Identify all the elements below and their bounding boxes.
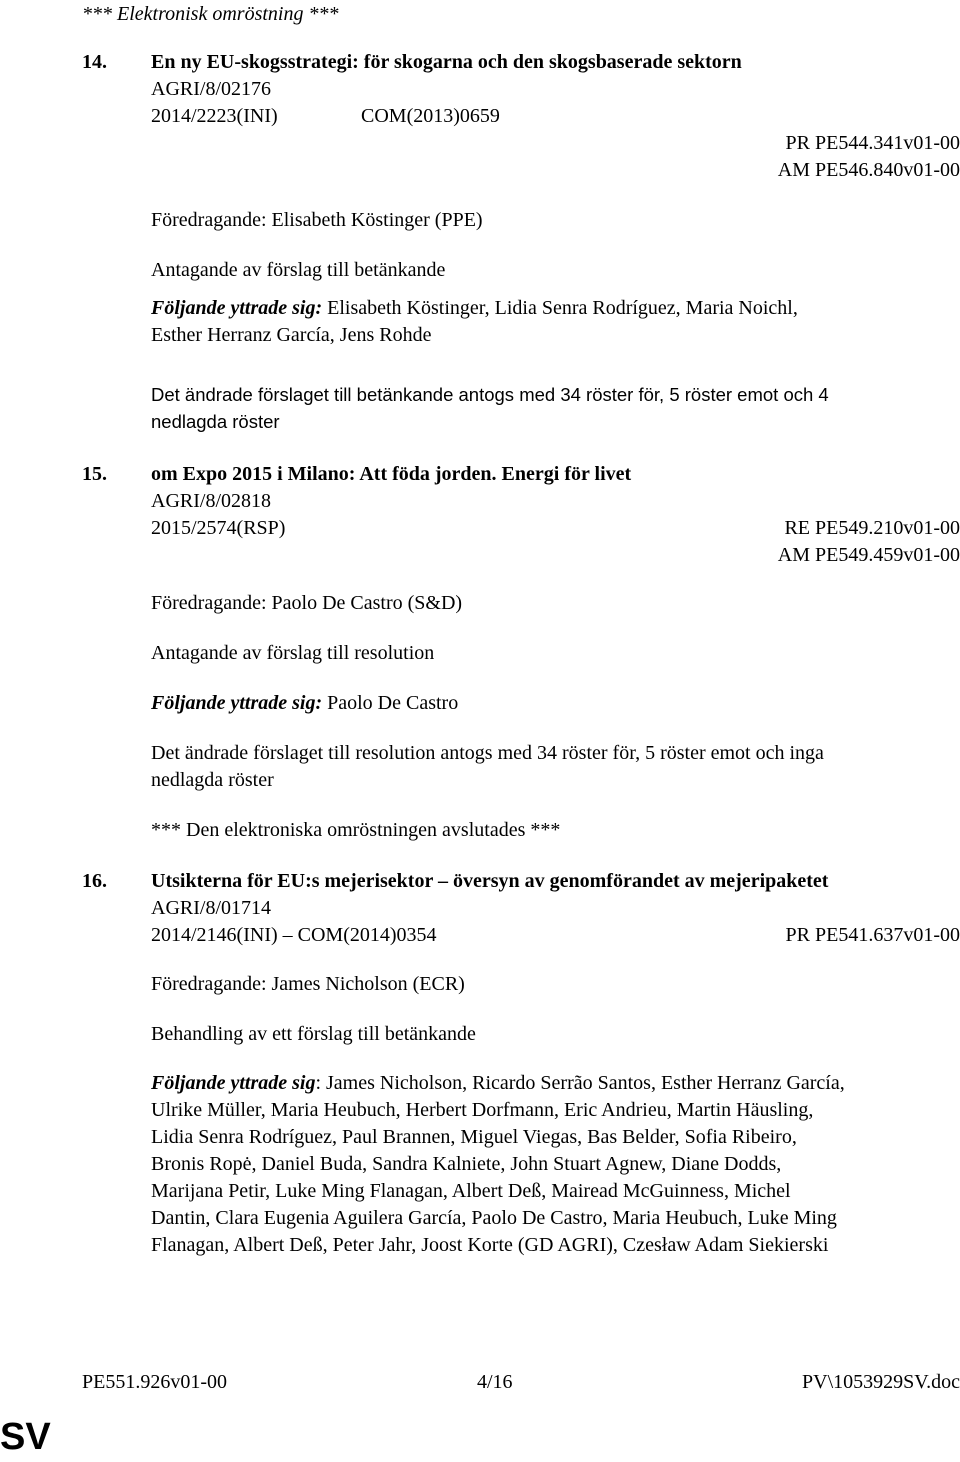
footer-page-number: 4/16 bbox=[477, 1371, 513, 1393]
item-14-speakers bbox=[151, 298, 798, 318]
item-16-committee-ref: AGRI/8/01714 bbox=[151, 897, 271, 919]
item-16-doc-ref-pr: PR PE541.637v01-00 bbox=[785, 924, 960, 946]
item-14-number: 14. bbox=[82, 51, 107, 73]
footer-language-code: SV bbox=[0, 1416, 51, 1458]
item-16-rapporteur: Föredragande: James Nicholson (ECR) bbox=[151, 973, 465, 995]
item-15-rapporteur: Föredragande: Paolo De Castro (S&D) bbox=[151, 592, 463, 614]
item-14-com-ref: COM(2013)0659 bbox=[361, 105, 500, 127]
item-14-doc-ref-pr: PR PE544.341v01-00 bbox=[785, 132, 960, 154]
speakers-names: Paolo De Castro bbox=[327, 692, 459, 714]
item-15-action: Antagande av förslag till resolution bbox=[151, 642, 435, 664]
item-16-speakers-line: Marijana Petir, Luke Ming Flanagan, Albert Deß, Mairead McGuinness, Michel bbox=[151, 1180, 791, 1202]
item-16-action: Behandling av ett förslag till betänkande bbox=[151, 1023, 476, 1045]
item-15-result: Det ändrade förslaget till resolution antogs med 34 röster för, 5 röster emot och inga bbox=[151, 742, 824, 764]
speakers-label: Följande yttrade sig bbox=[151, 1072, 316, 1094]
item-14-committee-ref: AGRI/8/02176 bbox=[151, 78, 271, 100]
item-14-result-cont: nedlagda röster bbox=[151, 411, 280, 432]
electronic-vote-end-banner: *** Den elektroniska omröstningen avslutades *** bbox=[151, 819, 561, 841]
item-15-doc-ref-re: RE PE549.210v01-00 bbox=[784, 517, 960, 539]
item-15-result-cont: nedlagda röster bbox=[151, 769, 274, 791]
item-16-speakers-line: Lidia Senra Rodríguez, Paul Brannen, Miguel Viegas, Bas Belder, Sofia Ribeiro, bbox=[151, 1126, 797, 1148]
item-16-speakers-line: Dantin, Clara Eugenia Aguilera García, Paolo De Castro, Maria Heubuch, Luke Ming bbox=[151, 1207, 837, 1229]
item-14-speakers-cont: Esther Herranz García, Jens Rohde bbox=[151, 324, 432, 346]
item-16-number: 16. bbox=[82, 870, 107, 892]
item-14-doc-ref-am: AM PE546.840v01-00 bbox=[777, 159, 960, 181]
item-16-speakers-line: Bronis Ropė, Daniel Buda, Sandra Kalniete, John Stuart Agnew, Diane Dodds, bbox=[151, 1153, 782, 1175]
item-15-speakers bbox=[151, 693, 458, 713]
speakers-names: : James Nicholson, Ricardo Serrão Santos, Esther Herranz García, bbox=[315, 1072, 845, 1094]
footer-doc-id: PE551.926v01-00 bbox=[82, 1371, 227, 1393]
item-14-action: Antagande av förslag till betänkande bbox=[151, 259, 446, 281]
item-16-procedure-ref: 2014/2146(INI) – COM(2014)0354 bbox=[151, 924, 437, 946]
item-15-number: 15. bbox=[82, 463, 107, 485]
item-14-result: Det ändrade förslaget till betänkande antogs med 34 röster för, 5 röster emot och 4 bbox=[151, 384, 829, 405]
item-16-speakers bbox=[151, 1073, 845, 1093]
item-16-speakers-line: Flanagan, Albert Deß, Peter Jahr, Joost Korte (GD AGRI), Czesław Adam Siekierski bbox=[151, 1234, 829, 1256]
footer-file-name: PV\1053929SV.doc bbox=[802, 1371, 960, 1393]
speakers-label: Följande yttrade sig: bbox=[151, 297, 323, 319]
item-14-procedure-ref: 2014/2223(INI) bbox=[151, 105, 278, 127]
item-16-title: Utsikterna för EU:s mejerisektor – översyn av genomförandet av mejeripaketet bbox=[151, 870, 829, 892]
item-15-committee-ref: AGRI/8/02818 bbox=[151, 490, 271, 512]
item-16-speakers-line: Ulrike Müller, Maria Heubuch, Herbert Dorfmann, Eric Andrieu, Martin Häusling, bbox=[151, 1099, 814, 1121]
speakers-label: Följande yttrade sig: bbox=[151, 692, 323, 714]
item-14-title: En ny EU-skogsstrategi: för skogarna och den skogsbaserade sektorn bbox=[151, 51, 742, 73]
speakers-names: Elisabeth Köstinger, Lidia Senra Rodríguez, Maria Noichl, bbox=[327, 297, 798, 319]
item-15-doc-ref-am: AM PE549.459v01-00 bbox=[777, 544, 960, 566]
item-15-title: om Expo 2015 i Milano: Att föda jorden. Energi för livet bbox=[151, 463, 632, 485]
item-15-procedure-ref: 2015/2574(RSP) bbox=[151, 517, 286, 539]
item-14-rapporteur: Föredragande: Elisabeth Köstinger (PPE) bbox=[151, 209, 483, 231]
electronic-vote-banner: *** Elektronisk omröstning *** bbox=[82, 3, 339, 25]
